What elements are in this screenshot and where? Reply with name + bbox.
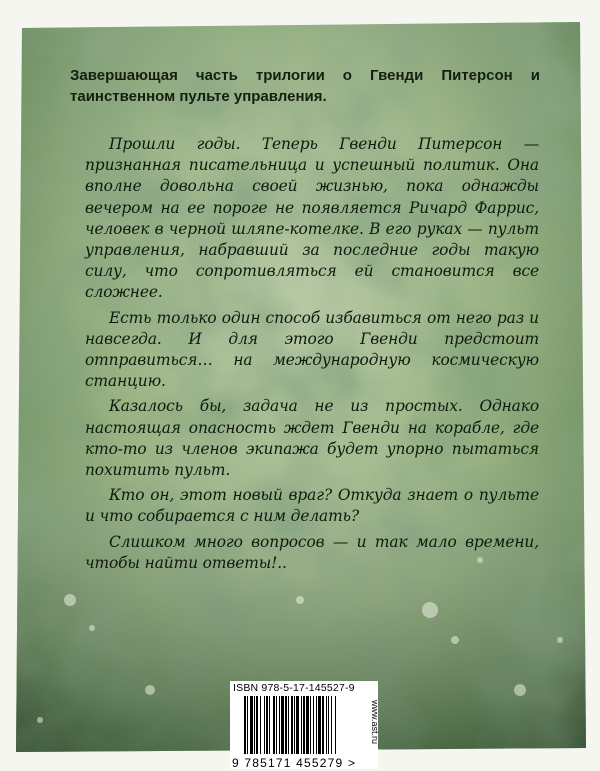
blurb-text (85, 134, 539, 574)
blurb-paragraph: Кто он, этот новый враг? Откуда знает о пульте и что собирается с ним делать? (85, 486, 539, 526)
isbn-label: ISBN 978-5-17-145527-9 (233, 682, 355, 694)
blurb-paragraph: Есть только один способ избавиться от него раз и навсегда. И для этого Гвенди предстоит отправиться… на международную космическую станцию. (85, 308, 539, 391)
publisher-website: www.ast.ru (370, 700, 380, 745)
blurb-paragraph: Слишком много вопросов — и так мало времени, чтобы найти ответы!.. (85, 532, 539, 572)
blurb-paragraph: Казалось бы, задача не из простых. Однако настоящая опасность ждет Гвенди на корабле, где кто-то из членов экипажа будет упорно пытаться похитить пульт. (85, 397, 539, 480)
barcode-digits: 9 785171 455279 > (232, 756, 357, 770)
barcode-icon (244, 696, 364, 756)
cover-headline: Завершающая часть трилогии о Гвенди Питерсон и таинственном пульте управления. (70, 67, 540, 105)
blurb-paragraph: Прошли годы. Теперь Гвенди Питерсон — признанная писательница и успешный политик. Она вполне довольна своей жизнью, пока однажды вечером на ее пороге не появляется Ричард Фаррис, человек в черной шляпе-котелке. В его руках — пульт управления, набравший за последние годы такую силу, что сопротивляться ей становится все сложнее. (85, 135, 539, 302)
